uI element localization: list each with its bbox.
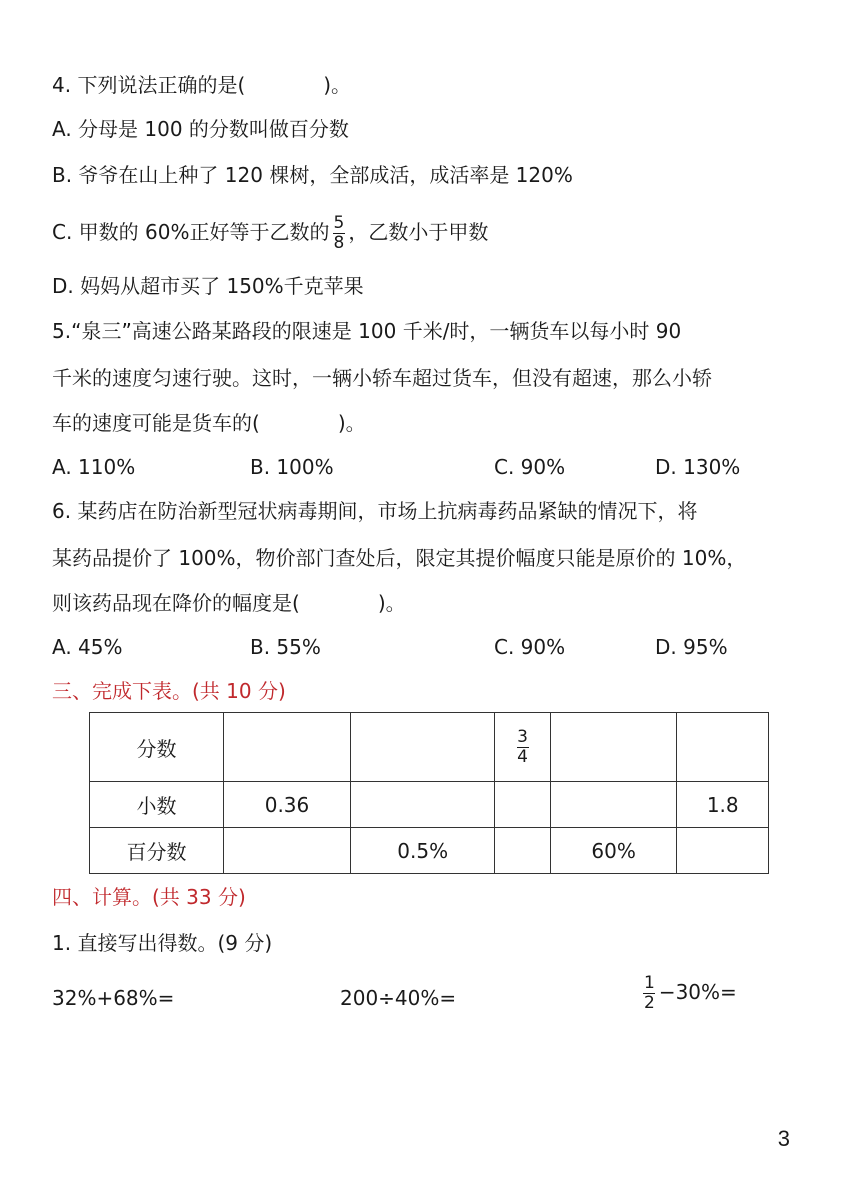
q4-option-b: B. 爷爷在山上种了 120 棵树，全部成活，成活率是 120% [52,163,573,187]
q4-option-c-post: ，乙数小于甲数 [348,220,489,244]
q4-stem [52,70,820,100]
q6-line-3-text: 则该药品现在降价的幅度是( [52,591,300,615]
table-row [90,782,769,828]
expr-3-post: −30%= [658,980,737,1004]
q6-line-2: 某药品提价了 100%，物价部门查处后，限定其提价幅度只能是原价的 10%， [52,546,747,570]
section-4-sub-1: 1. 直接写出得数。(9 分) [52,931,273,955]
table-cell [677,828,769,874]
q5-line-3 [52,408,820,438]
q4-option-c [52,214,820,253]
page-number: 3 [777,1126,790,1151]
q6-line-3 [52,588,820,618]
q5-option-d: D. 130% [655,455,741,479]
table-cell [495,782,550,828]
q5-line-3-text: 车的速度可能是货车的( [52,411,260,435]
fraction-denominator: 8 [333,233,345,253]
expr-2: 200÷40%= [340,986,457,1010]
table-cell: 0.36 [224,782,351,828]
row-header-fraction: 分数 [90,713,224,782]
table-cell [350,713,494,782]
conversion-table [89,712,769,874]
table-row [90,828,769,874]
expr-1: 32%+68%= [52,986,175,1010]
q6-option-c: C. 90% [494,635,566,659]
q5-option-a: A. 110% [52,455,136,479]
q5-option-b: B. 100% [250,455,334,479]
expr-3 [640,974,737,1013]
fraction-3-4 [515,728,530,767]
table-cell: 0.5% [350,828,494,874]
section-4-title: 四、计算。(共 33 分) [52,885,246,909]
fraction-denominator: 4 [517,746,528,767]
fraction-1-2 [642,974,657,1013]
q6-line-1: 6. 某药店在防治新型冠状病毒期间，市场上抗病毒药品紧缺的情况下，将 [52,499,698,523]
table-row [90,713,769,782]
q6-line-3-end: )。 [377,591,406,615]
table-cell: 1.8 [677,782,769,828]
fraction-numerator: 5 [333,213,345,233]
table-cell [550,713,677,782]
section-3-title: 三、完成下表。(共 10 分) [52,679,286,703]
row-header-decimal: 小数 [90,782,224,828]
q5-line-3-end: )。 [337,411,366,435]
table-cell [224,828,351,874]
q6-option-b: B. 55% [250,635,321,659]
table-cell [677,713,769,782]
table-cell [550,782,677,828]
fraction-numerator: 1 [644,973,655,993]
q5-option-c: C. 90% [494,455,566,479]
q4-option-d: D. 妈妈从超市买了 150%千克苹果 [52,274,364,298]
fraction-denominator: 2 [644,993,655,1013]
fraction-numerator: 3 [517,726,528,747]
table-cell [495,828,550,874]
q5-line-1: 5.“泉三”高速公路某路段的限速是 100 千米/时，一辆货车以每小时 90 [52,319,682,343]
table-cell: 60% [550,828,677,874]
q6-option-a: A. 45% [52,635,123,659]
table-cell [224,713,351,782]
q4-stem-text: 4. 下列说法正确的是( [52,73,246,97]
fraction-5-8 [332,214,347,253]
q6-option-d: D. 95% [655,635,728,659]
q4-option-c-pre: C. 甲数的 60%正好等于乙数的 [52,220,330,244]
table-cell-fraction [495,713,550,782]
q4-option-a: A. 分母是 100 的分数叫做百分数 [52,117,349,141]
row-header-percent: 百分数 [90,828,224,874]
q4-stem-end: )。 [323,73,352,97]
table-cell [350,782,494,828]
q5-line-2: 千米的速度匀速行驶。这时，一辆小轿车超过货车，但没有超速，那么小轿 [52,366,712,390]
